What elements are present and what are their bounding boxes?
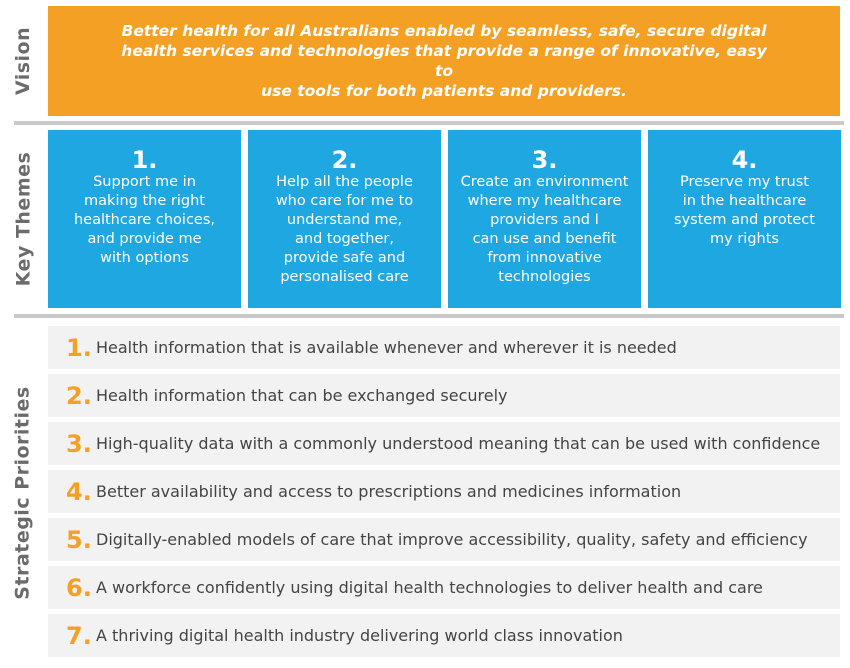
priority-row-5: [48, 518, 840, 561]
priority-text: Digitally-enabled models of care that improve accessibility, quality, safety and efficiency: [96, 530, 808, 549]
priority-text: A workforce confidently using digital health technologies to deliver health and care: [96, 578, 763, 597]
vision-statement: Better health for all Australians enabled by seamless, safe, secure digital health services and technologies that provide a range of innovative, easy to use tools for both patients and providers.: [121, 22, 767, 100]
priority-row-1: [48, 326, 840, 369]
priority-text: Better availability and access to prescriptions and medicines information: [96, 482, 682, 501]
vision-box: [48, 6, 840, 116]
theme-number: 4.: [731, 146, 758, 174]
priority-text: Health information that is available whenever and wherever it is needed: [96, 338, 677, 357]
theme-card-4: [648, 130, 841, 308]
theme-card-2: [248, 130, 441, 308]
priority-row-4: [48, 470, 840, 513]
theme-text: Preserve my trust in the healthcare system and protect my rights: [674, 174, 815, 247]
priority-number: 1.: [66, 333, 92, 362]
theme-card-3: [448, 130, 641, 308]
theme-number: 2.: [331, 146, 358, 174]
theme-text: Help all the people who care for me to understand me, and together, provide safe and personalised care: [275, 174, 414, 285]
theme-card-1: [48, 130, 241, 308]
priority-row-3: [48, 422, 840, 465]
section-divider: [14, 314, 844, 318]
priority-row-7: [48, 614, 840, 657]
priority-number: 4.: [66, 477, 92, 506]
priority-text: A thriving digital health industry delivering world class innovation: [96, 626, 623, 645]
vision-label: Vision: [12, 26, 35, 96]
theme-number: 3.: [531, 146, 558, 174]
strategic-priorities-label: Strategic Priorities: [12, 386, 35, 600]
priority-text: High-quality data with a commonly understood meaning that can be used with confidence: [96, 434, 821, 453]
priority-number: 5.: [66, 525, 92, 554]
priority-row-2: [48, 374, 840, 417]
key-themes-label: Key Themes: [12, 151, 34, 287]
theme-number: 1.: [131, 146, 158, 174]
priority-number: 2.: [66, 381, 92, 410]
priority-number: 7.: [66, 621, 92, 650]
theme-text: Support me in making the right healthcare choices, and provide me with options: [73, 174, 216, 266]
priority-row-6: [48, 566, 840, 609]
priority-number: 3.: [66, 429, 92, 458]
theme-text: Create an environment where my healthcare providers and I can use and benefit from innovative technologies: [460, 174, 629, 285]
section-divider: [14, 121, 844, 125]
priority-number: 6.: [66, 573, 92, 602]
priority-text: Health information that can be exchanged securely: [96, 386, 508, 405]
